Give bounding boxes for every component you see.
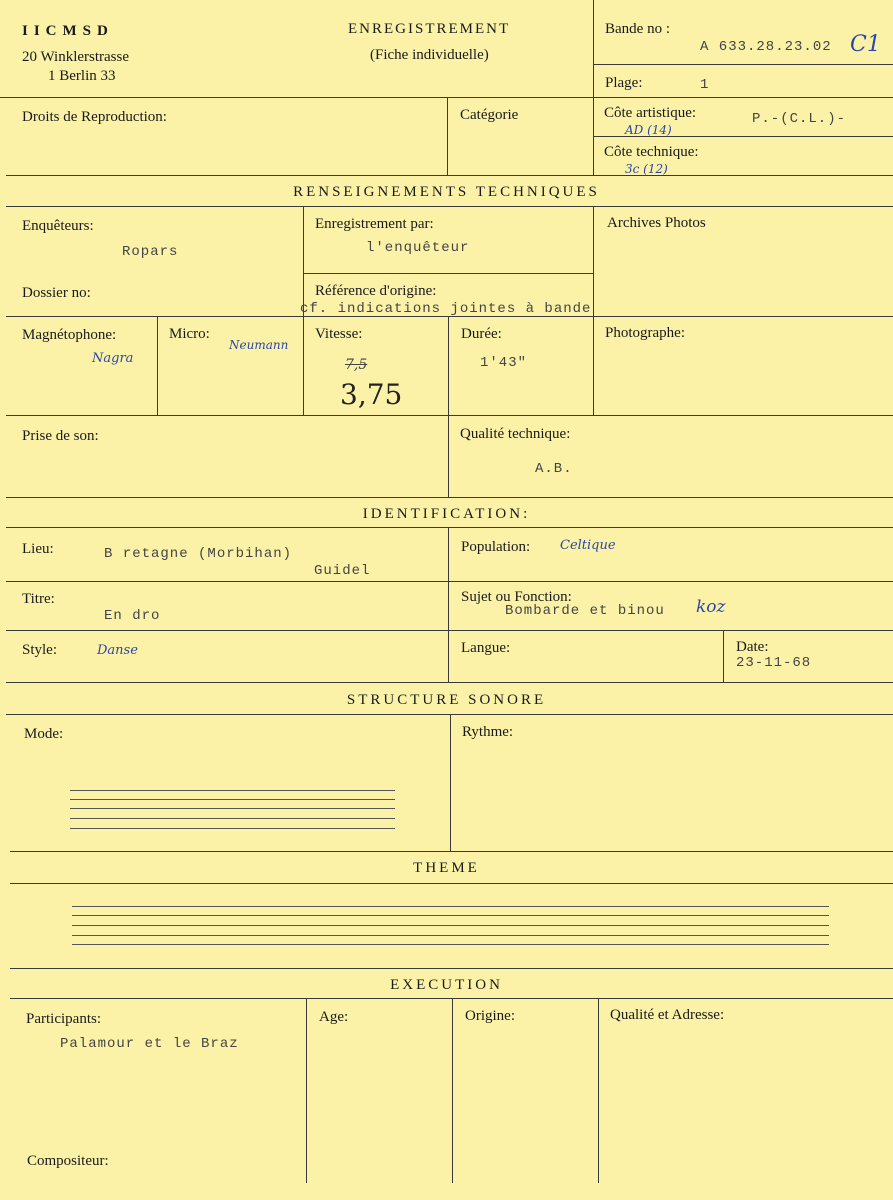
vitesse-handwritten: 3,75 (340, 378, 403, 411)
rule (723, 630, 724, 682)
age-label: Age: (319, 1009, 349, 1025)
reference-origine-label: Référence d'origine: (315, 283, 437, 299)
rule (447, 97, 448, 175)
cote-technique-handwritten: 3c (12) (625, 162, 668, 176)
plage-label: Plage: (605, 75, 643, 91)
dossier-label: Dossier no: (22, 285, 91, 301)
rule (157, 316, 158, 415)
vitesse-label: Vitesse: (315, 326, 363, 342)
micro-handwritten: Neumann (229, 338, 289, 352)
population-handwritten: Celtique (560, 538, 616, 553)
style-handwritten: Danse (97, 643, 138, 658)
rule (6, 581, 893, 582)
rule (450, 714, 451, 851)
staff-line (72, 906, 829, 907)
card-title: ENREGISTREMENT (348, 21, 511, 37)
date-label: Date: (736, 639, 769, 655)
qualite-technique-value: A.B. (535, 461, 573, 477)
participants-label: Participants: (26, 1011, 101, 1027)
rule (6, 630, 893, 631)
rule (6, 175, 893, 176)
date-value: 23-11-68 (736, 655, 812, 671)
staff-line (70, 799, 395, 800)
qualite-technique-label: Qualité technique: (460, 426, 571, 442)
plage-value: 1 (700, 77, 710, 93)
participants-value: Palamour et le Braz (60, 1036, 239, 1052)
langue-label: Langue: (461, 640, 511, 656)
enqueteurs-label: Enquêteurs: (22, 218, 94, 234)
rythme-label: Rythme: (462, 724, 514, 740)
rule (598, 998, 599, 1183)
micro-label: Micro: (169, 326, 210, 342)
staff-line (72, 944, 829, 945)
origine-label: Origine: (465, 1008, 515, 1024)
magnetophone-handwritten: Nagra (92, 351, 134, 366)
rule (6, 682, 893, 683)
categorie-label: Catégorie (460, 107, 519, 123)
section-renseignements-techniques: RENSEIGNEMENTS TECHNIQUES (293, 184, 600, 200)
bande-value: A 633.28.23.02 (700, 39, 832, 55)
photographe-label: Photographe: (605, 325, 685, 341)
address-line-1: 20 Winklerstrasse (22, 49, 130, 65)
rule (6, 527, 893, 528)
rule (306, 998, 307, 1183)
cote-technique-label: Côte technique: (604, 144, 699, 160)
section-execution: EXECUTION (390, 977, 503, 993)
rule (6, 415, 893, 416)
prise-de-son-label: Prise de son: (22, 428, 99, 444)
archives-photos-label: Archives Photos (607, 215, 706, 231)
rule (593, 64, 893, 65)
section-theme: THEME (413, 860, 480, 876)
rule (10, 851, 893, 852)
population-label: Population: (461, 539, 531, 555)
lieu-value-2: Guidel (314, 563, 371, 579)
sujet-value: Bombarde et binou (505, 603, 665, 619)
cote-artistique-label: Côte artistique: (604, 105, 697, 121)
sujet-handwritten: koz (696, 597, 726, 617)
magnetophone-label: Magnétophone: (22, 327, 117, 343)
institute-logo: IICMSD (22, 23, 114, 39)
bande-handwritten: C1 (850, 32, 881, 57)
qualite-adresse-label: Qualité et Adresse: (610, 1007, 725, 1023)
sujet-label: Sujet ou Fonction: (461, 589, 572, 605)
enregistrement-par-value: l'enquêteur (366, 240, 470, 256)
rule (448, 527, 449, 682)
staff-line (70, 790, 395, 791)
rule (6, 497, 893, 498)
staff-line (72, 915, 829, 916)
rule (303, 273, 594, 274)
cote-artistique-value: P.-(C.L.)- (752, 111, 847, 127)
lieu-value: B retagne (Morbihan) (104, 546, 293, 562)
droits-label: Droits de Reproduction: (22, 109, 167, 125)
bande-label: Bande no : (605, 21, 670, 37)
rule (448, 316, 449, 497)
reference-origine-value: cf. indications jointes à bande (300, 301, 592, 317)
staff-line (70, 818, 395, 819)
duree-value: 1'43" (480, 355, 528, 371)
staff-line (72, 935, 829, 936)
vitesse-struck-value: 7,5 (345, 357, 368, 373)
mode-label: Mode: (24, 726, 64, 742)
rule (593, 0, 594, 175)
rule (10, 968, 893, 969)
enregistrement-par-label: Enregistrement par: (315, 216, 434, 232)
lieu-label: Lieu: (22, 541, 54, 557)
enqueteurs-value: Ropars (122, 244, 179, 260)
staff-line (70, 828, 395, 829)
rule (6, 206, 893, 207)
rule (452, 998, 453, 1183)
staff-line (72, 925, 829, 926)
card-subtitle: (Fiche individuelle) (370, 47, 489, 63)
rule (10, 883, 893, 884)
address-line-2: 1 Berlin 33 (48, 68, 116, 84)
titre-value: En dro (104, 608, 161, 624)
style-label: Style: (22, 642, 58, 658)
duree-label: Durée: (461, 326, 502, 342)
section-structure-sonore: STRUCTURE SONORE (346, 692, 547, 708)
cote-artistique-handwritten: AD (14) (625, 123, 672, 137)
section-identification: IDENTIFICATION: (362, 506, 531, 522)
staff-line (70, 808, 395, 809)
titre-label: Titre: (22, 591, 55, 607)
compositeur-label: Compositeur: (27, 1153, 109, 1169)
rule (593, 206, 594, 415)
